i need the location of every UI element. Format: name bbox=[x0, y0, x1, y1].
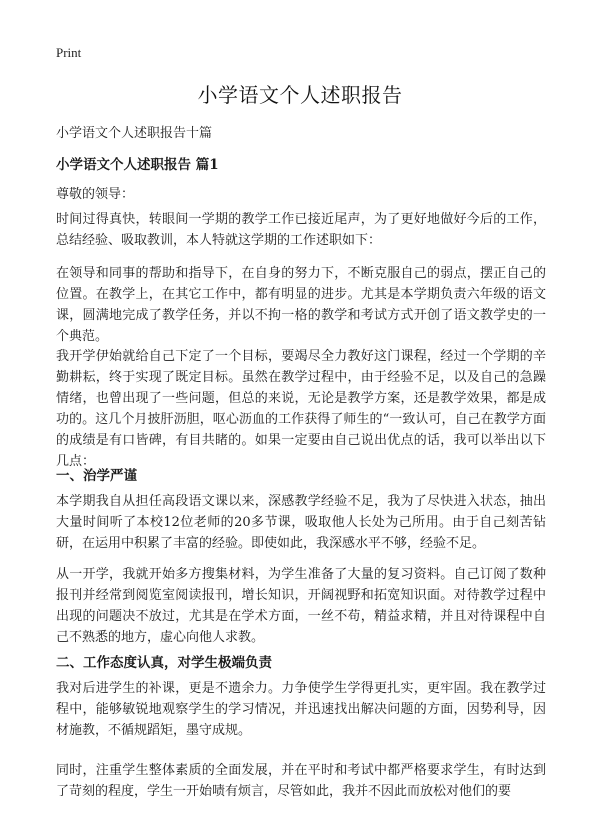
paragraph: 从一开学，我就开始多方搜集材料，为学生准备了大量的复习资料。自己订阅了数种报刊并经常到阅览室阅读报刊，增长知识，开阔视野和拓宽知识面。对待教学过程中出现的问题决不放过，尤其是在学术方面，一丝不苟，精益求精，并且对待课程中自己不熟悉的地方，虚心向他人求教。 bbox=[56, 567, 546, 645]
article-heading: 小学语文个人述职报告 篇1 bbox=[56, 157, 219, 173]
print-label: Print bbox=[56, 45, 82, 60]
salutation: 尊敬的领导： bbox=[56, 187, 135, 202]
paragraph: 我开学伊始就给自己下定了一个目标，要竭尽全力教好这门课程，经过一个学期的辛勤耕耘，终于实现了既定目标。虽然在教学过程中，由于经验不足，以及自己的急躁情绪，也曾出现了一些问题，但总的来说，无论是教学方案，还是教学效果，都是成功的。这几个月披肝沥胆，呕心沥血的工作获得了师生的“一致认可，自己在教学方面的成绩是有口皆碑，有目共睹的。如果一定要由自己说出优点的话，我可以举出以下几点： bbox=[56, 349, 546, 469]
page-title: 小学语文个人述职报告 bbox=[197, 83, 403, 107]
subtitle: 小学语文个人述职报告十篇 bbox=[56, 126, 213, 141]
paragraph: 我对后进学生的补课，更是不遗余力。力争使学生学得更扎实，更牢固。我在教学过程中，能够敏锐地观察学生的学习情况，并迅速找出解决问题的方面，因势利导，因材施教，不循规蹈矩，墨守成规。 bbox=[56, 681, 546, 738]
section-heading: 二、工作态度认真，对学生极端负责 bbox=[56, 655, 272, 671]
paragraph: 时间过得真快，转眼间一学期的教学工作已接近尾声，为了更好地做好今后的工作，总结经验、吸取教训，本人特就这学期的工作述职如下： bbox=[56, 212, 546, 248]
paragraph: 同时，注重学生整体素质的全面发展，并在平时和考试中都严格要求学生，有时达到了苛刻的程度，学生一开始啧有烦言，尽管如此，我并不因此而放松对他们的要 bbox=[56, 763, 546, 799]
paragraph: 本学期我自从担任高段语文课以来，深感教学经验不足，我为了尽快进入状态，抽出大量时间听了本校12位老师的20多节课，吸取他人长处为己所用。由于自己刻苦钻研，在运用中积累了丰富的经验。即使如此，我深感水平不够，经验不足。 bbox=[56, 494, 546, 551]
section-heading: 一、治学严谨 bbox=[56, 468, 137, 484]
paragraph: 在领导和同事的帮助和指导下，在自身的努力下，不断克服自己的弱点，摆正自己的位置。在教学上，在其它工作中，都有明显的进步。尤其是本学期负责六年级的语文课，圆满地完成了教学任务，并以不拘一格的教学和考试方式开创了语文教学史的一个典范。 bbox=[56, 266, 546, 344]
